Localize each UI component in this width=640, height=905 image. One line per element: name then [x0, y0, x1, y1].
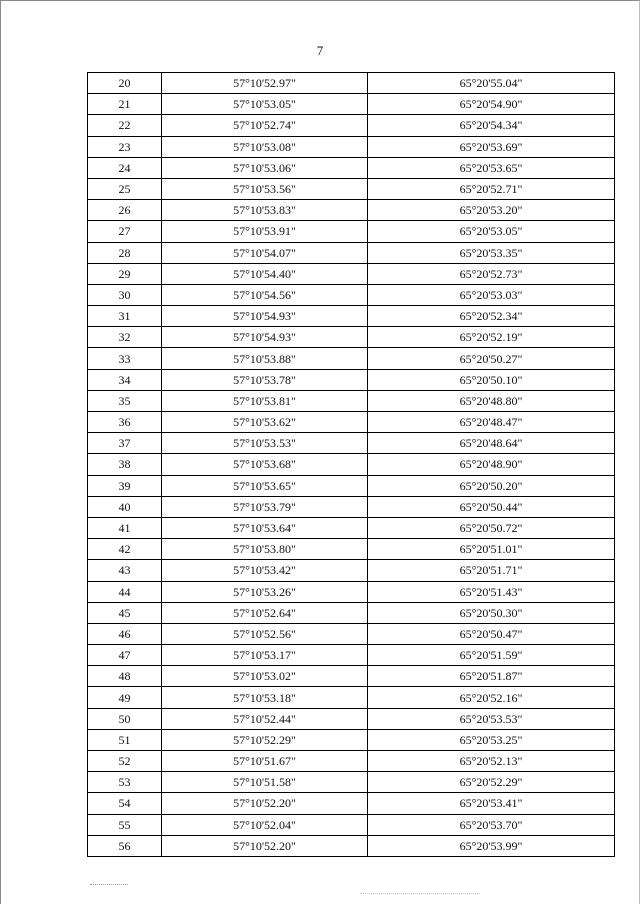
point-number-cell: 29	[88, 263, 162, 284]
footer-mark	[90, 884, 128, 885]
point-number-cell: 52	[88, 751, 162, 772]
table-row	[88, 284, 615, 305]
table-row	[88, 306, 615, 327]
latitude-cell: 57°10'53.17"	[162, 645, 368, 666]
point-number-cell: 37	[88, 433, 162, 454]
longitude-cell: 65°20'53.70"	[368, 814, 615, 835]
table-row	[88, 369, 615, 390]
longitude-cell: 65°20'50.47"	[368, 623, 615, 644]
page-number: 7	[316, 43, 324, 58]
latitude-cell: 57°10'53.83"	[162, 200, 368, 221]
coordinates-table	[87, 72, 615, 857]
latitude-cell: 57°10'54.93"	[162, 327, 368, 348]
latitude-cell: 57°10'53.06"	[162, 157, 368, 178]
point-number-cell: 42	[88, 539, 162, 560]
table-row	[88, 454, 615, 475]
point-number-cell: 32	[88, 327, 162, 348]
table-row	[88, 645, 615, 666]
latitude-cell: 57°10'53.05"	[162, 94, 368, 115]
latitude-cell: 57°10'53.53"	[162, 433, 368, 454]
longitude-cell: 65°20'54.34"	[368, 115, 615, 136]
longitude-cell: 65°20'51.59"	[368, 645, 615, 666]
latitude-cell: 57°10'52.74"	[162, 115, 368, 136]
table-row	[88, 115, 615, 136]
latitude-cell: 57°10'53.81"	[162, 390, 368, 411]
longitude-cell: 65°20'50.27"	[368, 348, 615, 369]
table-row	[88, 412, 615, 433]
table-row	[88, 73, 615, 94]
longitude-cell: 65°20'52.19"	[368, 327, 615, 348]
longitude-cell: 65°20'54.90"	[368, 94, 615, 115]
table-row	[88, 581, 615, 602]
point-number-cell: 21	[88, 94, 162, 115]
latitude-cell: 57°10'54.40"	[162, 263, 368, 284]
latitude-cell: 57°10'54.93"	[162, 306, 368, 327]
point-number-cell: 25	[88, 178, 162, 199]
longitude-cell: 65°20'52.16"	[368, 687, 615, 708]
longitude-cell: 65°20'52.34"	[368, 306, 615, 327]
longitude-cell: 65°20'50.72"	[368, 517, 615, 538]
latitude-cell: 57°10'52.20"	[162, 835, 368, 856]
point-number-cell: 26	[88, 200, 162, 221]
longitude-cell: 65°20'53.20"	[368, 200, 615, 221]
point-number-cell: 50	[88, 708, 162, 729]
latitude-cell: 57°10'53.62"	[162, 412, 368, 433]
latitude-cell: 57°10'52.04"	[162, 814, 368, 835]
longitude-cell: 65°20'51.01"	[368, 539, 615, 560]
table-row	[88, 390, 615, 411]
longitude-cell: 65°20'53.25"	[368, 729, 615, 750]
table-row	[88, 560, 615, 581]
table-row	[88, 708, 615, 729]
table-row	[88, 517, 615, 538]
latitude-cell: 57°10'53.08"	[162, 136, 368, 157]
point-number-cell: 40	[88, 496, 162, 517]
longitude-cell: 65°20'48.80"	[368, 390, 615, 411]
point-number-cell: 41	[88, 517, 162, 538]
latitude-cell: 57°10'53.02"	[162, 666, 368, 687]
table-row	[88, 242, 615, 263]
latitude-cell: 57°10'52.56"	[162, 623, 368, 644]
table-row	[88, 221, 615, 242]
table-row	[88, 200, 615, 221]
footer-mark	[360, 893, 480, 894]
table-row	[88, 602, 615, 623]
table-row	[88, 666, 615, 687]
point-number-cell: 55	[88, 814, 162, 835]
longitude-cell: 65°20'52.13"	[368, 751, 615, 772]
table-row	[88, 327, 615, 348]
table-row	[88, 433, 615, 454]
longitude-cell: 65°20'53.03"	[368, 284, 615, 305]
latitude-cell: 57°10'54.56"	[162, 284, 368, 305]
point-number-cell: 35	[88, 390, 162, 411]
longitude-cell: 65°20'53.35"	[368, 242, 615, 263]
longitude-cell: 65°20'53.99"	[368, 835, 615, 856]
longitude-cell: 65°20'53.05"	[368, 221, 615, 242]
longitude-cell: 65°20'53.41"	[368, 793, 615, 814]
latitude-cell: 57°10'53.18"	[162, 687, 368, 708]
longitude-cell: 65°20'50.10"	[368, 369, 615, 390]
latitude-cell: 57°10'53.64"	[162, 517, 368, 538]
latitude-cell: 57°10'51.67"	[162, 751, 368, 772]
table-row	[88, 496, 615, 517]
latitude-cell: 57°10'53.65"	[162, 475, 368, 496]
table-row	[88, 729, 615, 750]
table-row	[88, 94, 615, 115]
point-number-cell: 33	[88, 348, 162, 369]
latitude-cell: 57°10'52.29"	[162, 729, 368, 750]
longitude-cell: 65°20'52.29"	[368, 772, 615, 793]
latitude-cell: 57°10'53.80"	[162, 539, 368, 560]
table-row	[88, 157, 615, 178]
point-number-cell: 46	[88, 623, 162, 644]
point-number-cell: 49	[88, 687, 162, 708]
latitude-cell: 57°10'54.07"	[162, 242, 368, 263]
point-number-cell: 39	[88, 475, 162, 496]
longitude-cell: 65°20'50.30"	[368, 602, 615, 623]
point-number-cell: 28	[88, 242, 162, 263]
latitude-cell: 57°10'53.56"	[162, 178, 368, 199]
longitude-cell: 65°20'51.87"	[368, 666, 615, 687]
table-row	[88, 687, 615, 708]
table-row	[88, 178, 615, 199]
point-number-cell: 44	[88, 581, 162, 602]
latitude-cell: 57°10'51.58"	[162, 772, 368, 793]
latitude-cell: 57°10'52.64"	[162, 602, 368, 623]
point-number-cell: 38	[88, 454, 162, 475]
point-number-cell: 51	[88, 729, 162, 750]
longitude-cell: 65°20'48.64"	[368, 433, 615, 454]
latitude-cell: 57°10'53.42"	[162, 560, 368, 581]
table-row	[88, 263, 615, 284]
latitude-cell: 57°10'52.97"	[162, 73, 368, 94]
coordinates-table-body	[88, 73, 615, 857]
table-row	[88, 475, 615, 496]
longitude-cell: 65°20'50.44"	[368, 496, 615, 517]
table-row	[88, 793, 615, 814]
table-row	[88, 623, 615, 644]
table-row	[88, 751, 615, 772]
table-row	[88, 539, 615, 560]
point-number-cell: 43	[88, 560, 162, 581]
latitude-cell: 57°10'53.78"	[162, 369, 368, 390]
table-row	[88, 835, 615, 856]
longitude-cell: 65°20'48.90"	[368, 454, 615, 475]
point-number-cell: 56	[88, 835, 162, 856]
table-row	[88, 136, 615, 157]
point-number-cell: 48	[88, 666, 162, 687]
longitude-cell: 65°20'52.71"	[368, 178, 615, 199]
longitude-cell: 65°20'53.53"	[368, 708, 615, 729]
point-number-cell: 30	[88, 284, 162, 305]
latitude-cell: 57°10'52.44"	[162, 708, 368, 729]
latitude-cell: 57°10'53.91"	[162, 221, 368, 242]
longitude-cell: 65°20'53.69"	[368, 136, 615, 157]
point-number-cell: 45	[88, 602, 162, 623]
point-number-cell: 20	[88, 73, 162, 94]
longitude-cell: 65°20'53.65"	[368, 157, 615, 178]
point-number-cell: 36	[88, 412, 162, 433]
latitude-cell: 57°10'52.20"	[162, 793, 368, 814]
table-row	[88, 348, 615, 369]
point-number-cell: 54	[88, 793, 162, 814]
latitude-cell: 57°10'53.79"	[162, 496, 368, 517]
longitude-cell: 65°20'55.04"	[368, 73, 615, 94]
latitude-cell: 57°10'53.68"	[162, 454, 368, 475]
point-number-cell: 22	[88, 115, 162, 136]
point-number-cell: 24	[88, 157, 162, 178]
longitude-cell: 65°20'51.71"	[368, 560, 615, 581]
point-number-cell: 47	[88, 645, 162, 666]
latitude-cell: 57°10'53.88"	[162, 348, 368, 369]
table-row	[88, 814, 615, 835]
table-row	[88, 772, 615, 793]
latitude-cell: 57°10'53.26"	[162, 581, 368, 602]
point-number-cell: 34	[88, 369, 162, 390]
point-number-cell: 23	[88, 136, 162, 157]
longitude-cell: 65°20'51.43"	[368, 581, 615, 602]
longitude-cell: 65°20'48.47"	[368, 412, 615, 433]
longitude-cell: 65°20'52.73"	[368, 263, 615, 284]
point-number-cell: 27	[88, 221, 162, 242]
point-number-cell: 31	[88, 306, 162, 327]
point-number-cell: 53	[88, 772, 162, 793]
longitude-cell: 65°20'50.20"	[368, 475, 615, 496]
